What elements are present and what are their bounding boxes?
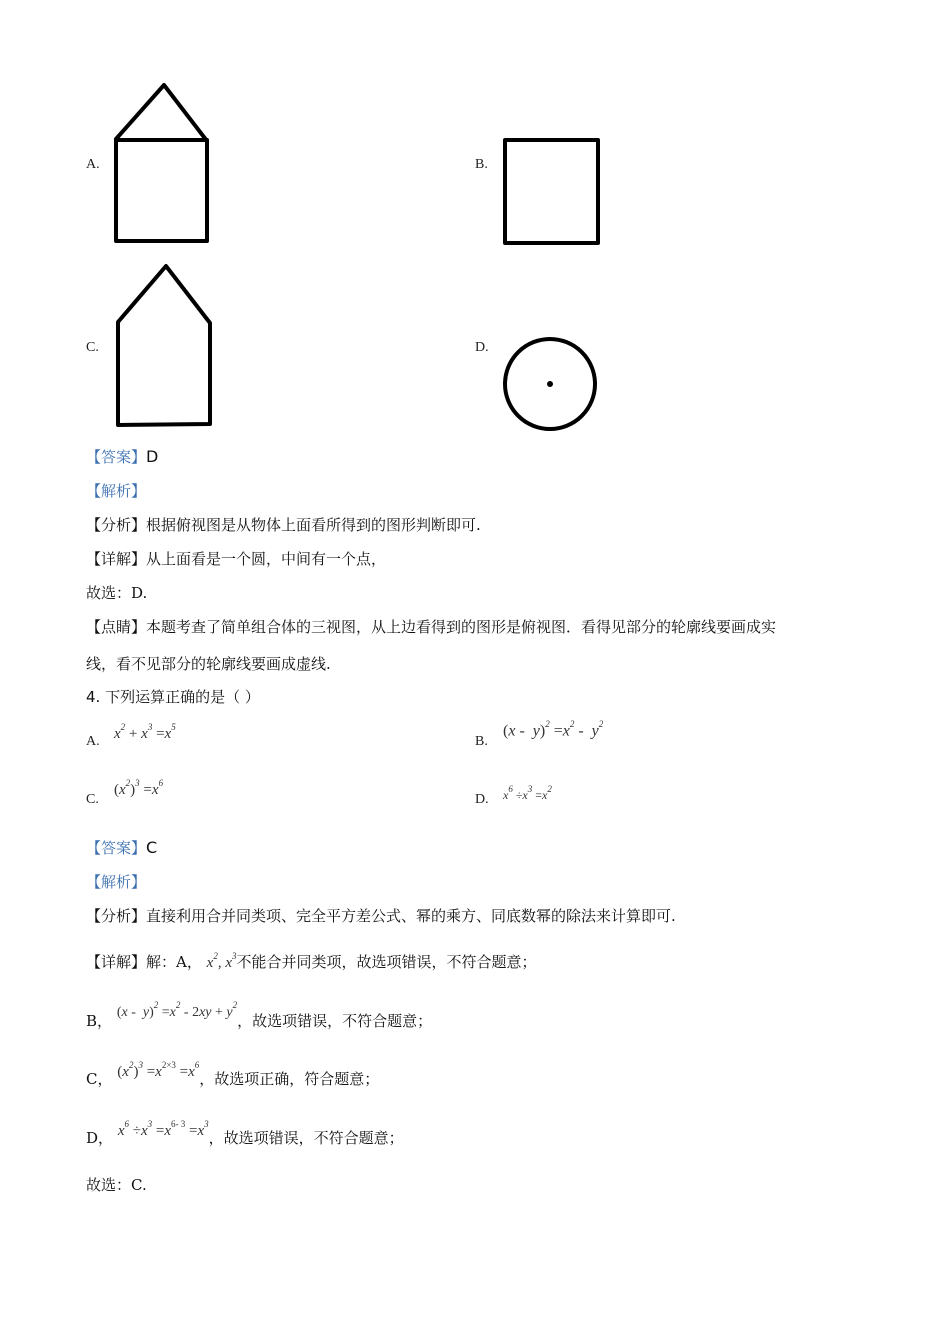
q4-answer-tag: 【答案】 bbox=[86, 839, 147, 857]
q4-stem: 下列运算正确的是（ ） bbox=[105, 688, 260, 706]
q4-option-b-label: B. bbox=[475, 734, 488, 749]
q3-option-c-label: C. bbox=[86, 340, 99, 355]
q4-option-c-label: C. bbox=[86, 792, 99, 807]
q4-detail-d-prefix: D， bbox=[86, 1129, 114, 1147]
q3-choose-text: 故选：D. bbox=[86, 584, 148, 602]
q4-fenxi-text: 直接利用合并同类项、完全平方差公式、幂的乘方、同底数幂的除法来计算即可. bbox=[146, 907, 676, 925]
q4-choose-text: 故选：C. bbox=[86, 1176, 147, 1194]
q4-detail-b-prefix: B， bbox=[86, 1012, 113, 1030]
q3-detail-line bbox=[86, 548, 386, 569]
q4-option-c-formula: $(x^2)^3 =x^6$ bbox=[114, 778, 164, 798]
q4-analysis-tag: 【解析】 bbox=[86, 873, 147, 891]
q4-detail-prefix: 解：A， bbox=[146, 953, 202, 971]
q4-option-b-formula: $(x - y)^2 =x^2 - y^2$ bbox=[503, 719, 604, 740]
q4-fenxi-line bbox=[86, 905, 676, 926]
q4-detail-a-text: 不能合并同类项，故选项错误，不符合题意； bbox=[236, 953, 537, 971]
q4-option-d-formula: $x^6 \div x^3 =x^2$ bbox=[503, 784, 552, 802]
q4-answer-value: C bbox=[146, 838, 158, 857]
q3-dianjing-tag: 【点睛】 bbox=[86, 618, 147, 636]
q4-detail-tag: 【详解】 bbox=[86, 953, 147, 971]
q3-answer-tag: 【答案】 bbox=[86, 448, 147, 466]
q4-option-a-label: A. bbox=[86, 734, 100, 749]
q4-detail-d-text: ，故选项错误，不符合题意； bbox=[208, 1129, 404, 1147]
q3-answer-value: D bbox=[146, 447, 159, 466]
q4-option-d-label: D. bbox=[475, 792, 489, 807]
q4-stem-line bbox=[86, 686, 260, 707]
q4-fenxi-tag: 【分析】 bbox=[86, 907, 147, 925]
q3-detail-text: 从上面看是一个圆，中间有一个点， bbox=[146, 550, 387, 568]
q4-number: 4. bbox=[86, 688, 101, 706]
q3-dianjing-line1 bbox=[86, 616, 776, 637]
q3-fenxi-line bbox=[86, 514, 481, 535]
q4-detail-b-formula: $(x - y)^2 =x^2 - 2xy + y^2$ bbox=[116, 1000, 238, 1020]
q4-detail-c-line bbox=[86, 1060, 380, 1089]
q4-detail-c-text: ，故选项正确，符合题意； bbox=[199, 1070, 380, 1088]
q3-dianjing-text: 本题考查了简单组合体的三视图，从上边看得到的图形是俯视图．看得见部分的轮廓线要画成实 bbox=[146, 618, 777, 636]
q3-option-b-label: B. bbox=[475, 157, 488, 172]
q3-answer-line bbox=[86, 446, 158, 467]
q3-analysis-tag: 【解析】 bbox=[86, 482, 147, 500]
q3-option-a-label: A. bbox=[86, 157, 100, 172]
q4-detail-d-line bbox=[86, 1119, 404, 1148]
q4-detail-a-formula: $x^2$, $x^3$ bbox=[206, 951, 237, 971]
q4-answer-line bbox=[86, 837, 157, 858]
q4-detail-d-formula: $x^6 \div x^3 =x^{6- 3} =x^3$ bbox=[117, 1119, 209, 1139]
q4-detail-c-formula: $(x^2)^3 =x^{2\times 3} =x^6$ bbox=[117, 1060, 200, 1080]
q4-detail-b-text: ，故选项错误，不符合题意； bbox=[237, 1012, 433, 1030]
q4-detail-b-line bbox=[86, 1000, 433, 1031]
q3-detail-tag: 【详解】 bbox=[86, 550, 147, 568]
q3-fenxi-text: 根据俯视图是从物体上面看所得到的图形判断即可. bbox=[146, 516, 481, 534]
q3-dianjing-line2: 线，看不见部分的轮廓线要画成虚线. bbox=[86, 655, 331, 673]
q4-option-a-formula: $x^2 + x^3 =x^5$ bbox=[114, 722, 176, 742]
q4-detail-a-line bbox=[86, 951, 537, 972]
q4-detail-c-prefix: C， bbox=[86, 1070, 113, 1088]
q3-fenxi-tag: 【分析】 bbox=[86, 516, 147, 534]
q3-option-d-label: D. bbox=[475, 340, 489, 355]
